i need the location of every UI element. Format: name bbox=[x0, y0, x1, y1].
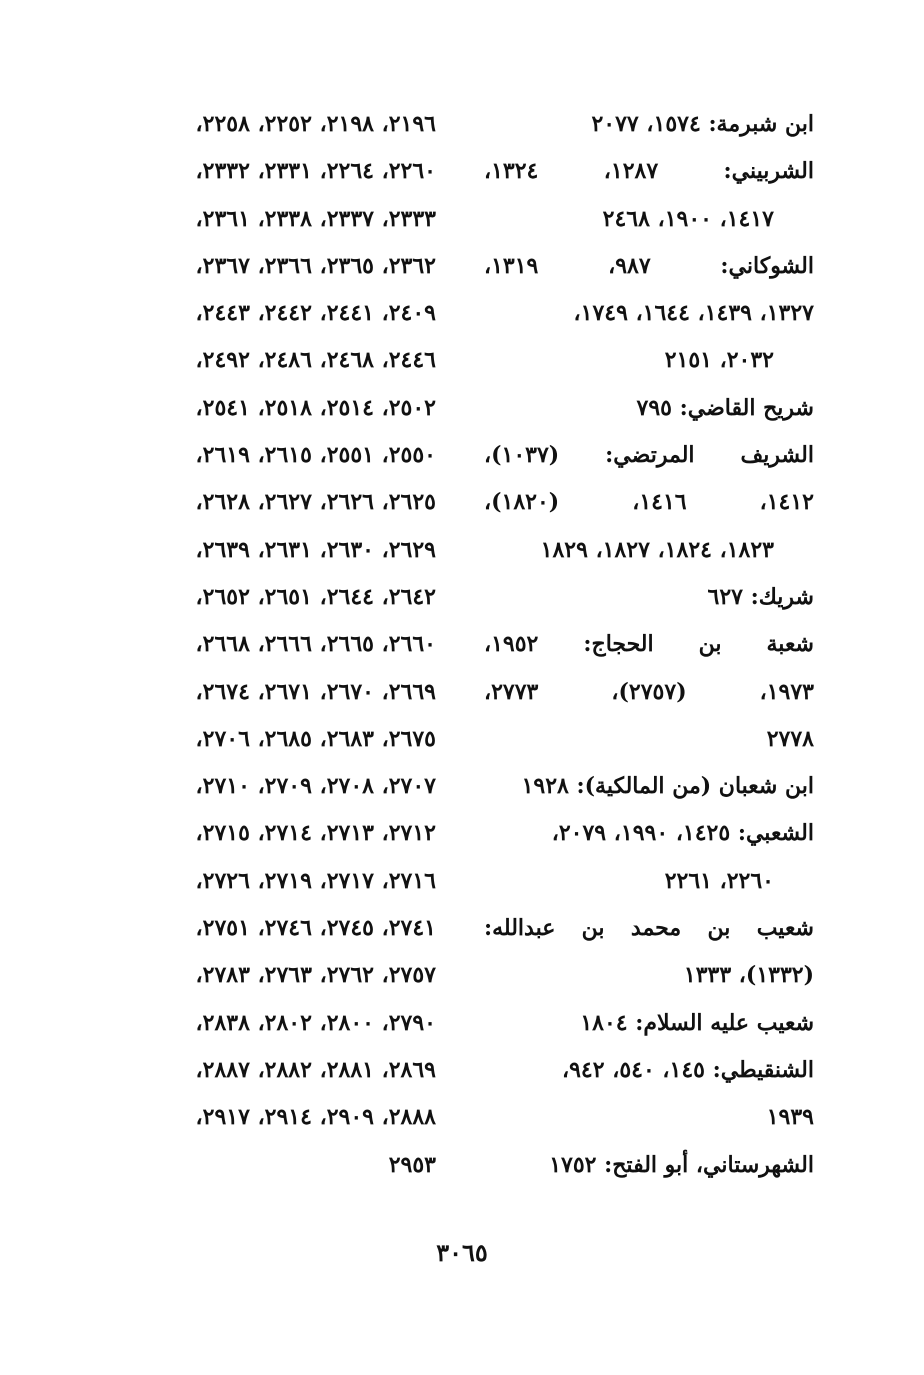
page-references-line: ٢٦٦٩، ٢٦٧٠، ٢٦٧١، ٢٦٧٤، bbox=[195, 678, 436, 705]
index-entry: ابن شعبان (من المالكية): ١٩٢٨ bbox=[521, 773, 814, 800]
page-number: ٣٠٦٥ bbox=[436, 1238, 488, 1267]
page-references-line: ٢٦٧٥، ٢٦٨٣، ٢٦٨٥، ٢٧٠٦، bbox=[195, 725, 436, 752]
page-references-line: ٢٤٤٦، ٢٤٦٨، ٢٤٨٦، ٢٤٩٢، bbox=[195, 347, 436, 374]
index-entry: شريح القاضي: ٧٩٥ bbox=[636, 394, 814, 421]
index-entry: الشهرستاني، أبو الفتح: ١٧٥٢ bbox=[549, 1151, 814, 1178]
index-entry-continuation: ٢٠٣٢، ٢١٥١ bbox=[664, 347, 774, 374]
page-references-line: ٢٥٥٠، ٢٥٥١، ٢٦١٥، ٢٦١٩، bbox=[195, 442, 436, 469]
index-entry: شعيب بن محمد بن عبدالله: bbox=[484, 915, 814, 942]
index-column-right bbox=[484, 101, 814, 1189]
page-references-line: ٢٢٦٠، ٢٢٦٤، ٢٣٣١، ٢٣٣٢، bbox=[195, 158, 436, 185]
index-entry-continuation: ٢٢٦٠، ٢٢٦١ bbox=[664, 867, 774, 894]
page-references-line: ٢٨٨٨، ٢٩٠٩، ٢٩١٤، ٢٩١٧، bbox=[195, 1104, 436, 1131]
index-entry: شعبة بن الحجاج: ١٩٥٢، bbox=[484, 631, 814, 658]
index-column-left bbox=[96, 101, 436, 1189]
index-entry: شعيب عليه السلام: ١٨٠٤ bbox=[580, 1009, 814, 1036]
index-entry: الشنقيطي: ١٤٥، ٥٤٠، ٩٤٢، bbox=[561, 1056, 814, 1083]
index-entry: الشريف المرتضي: (١٠٣٧)، bbox=[484, 442, 814, 469]
page-references-line: ٢٥٠٢، ٢٥١٤، ٢٥١٨، ٢٥٤١، bbox=[195, 394, 436, 421]
index-entry-continuation: ٢٧٧٨ bbox=[766, 725, 814, 752]
index-entry-continuation: ١٩٣٩ bbox=[766, 1104, 814, 1131]
page-references-line: ٢٧٤١، ٢٧٤٥، ٢٧٤٦، ٢٧٥١، bbox=[195, 915, 436, 942]
page-references-line: ٢٨٦٩، ٢٨٨١، ٢٨٨٢، ٢٨٨٧، bbox=[195, 1056, 436, 1083]
page-references-line: ٢٤٠٩، ٢٤٤١، ٢٤٤٢، ٢٤٤٣، bbox=[195, 300, 436, 327]
page-references-line: ٢٦٢٥، ٢٦٢٦، ٢٦٢٧، ٢٦٢٨، bbox=[195, 489, 436, 516]
index-entry-continuation: ١٩٧٣، (٢٧٥٧)، ٢٧٧٣، bbox=[484, 678, 814, 705]
page-references-line: ٢٦٤٢، ٢٦٤٤، ٢٦٥١، ٢٦٥٢، bbox=[195, 583, 436, 610]
index-entry: الشربيني: ١٢٨٧، ١٣٢٤، bbox=[484, 158, 814, 185]
index-entry-continuation: ١٤١٧، ١٩٠٠، ٢٤٦٨ bbox=[602, 205, 774, 232]
index-entry-continuation: ١٤١٢، ١٤١٦، (١٨٢٠)، bbox=[484, 489, 814, 516]
index-entry: الشوكاني: ٩٨٧، ١٣١٩، bbox=[484, 252, 814, 279]
page-references-line: ٢٣٦٢، ٢٣٦٥، ٢٣٦٦، ٢٣٦٧، bbox=[195, 252, 436, 279]
page-references-line: ٢٧١٢، ٢٧١٣، ٢٧١٤، ٢٧١٥، bbox=[195, 820, 436, 847]
page-references-line: ٢١٩٦، ٢١٩٨، ٢٢٥٢، ٢٢٥٨، bbox=[195, 111, 436, 137]
index-entry-continuation: (١٣٣٢)، ١٣٣٣ bbox=[683, 962, 814, 989]
index-entry: شريك: ٦٢٧ bbox=[707, 583, 814, 610]
page-references-line: ٢٣٣٣، ٢٣٣٧، ٢٣٣٨، ٢٣٦١، bbox=[195, 205, 436, 232]
page-references-line: ٢٧٩٠، ٢٨٠٠، ٢٨٠٢، ٢٨٣٨، bbox=[195, 1009, 436, 1036]
page-references-line: ٢٦٦٠، ٢٦٦٥، ٢٦٦٦، ٢٦٦٨، bbox=[195, 631, 436, 658]
page-references-line: ٢٩٥٣ bbox=[388, 1151, 436, 1178]
index-entry-continuation: ١٣٢٧، ١٤٣٩، ١٦٤٤، ١٧٤٩، bbox=[573, 300, 814, 327]
page-references-line: ٢٦٢٩، ٢٦٣٠، ٢٦٣١، ٢٦٣٩، bbox=[195, 536, 436, 563]
index-entry: الشعبي: ١٤٢٥، ١٩٩٠، ٢٠٧٩، bbox=[551, 820, 814, 847]
index-entry-continuation: ١٨٢٣، ١٨٢٤، ١٨٢٧، ١٨٢٩ bbox=[540, 536, 774, 563]
index-entry: ابن شبرمة: ١٥٧٤، ٢٠٧٧ bbox=[591, 111, 814, 137]
page-references-line: ٢٧١٦، ٢٧١٧، ٢٧١٩، ٢٧٢٦، bbox=[195, 867, 436, 894]
page-references-line: ٢٧٠٧، ٢٧٠٨، ٢٧٠٩، ٢٧١٠، bbox=[195, 773, 436, 800]
page-references-line: ٢٧٥٧، ٢٧٦٢، ٢٧٦٣، ٢٧٨٣، bbox=[195, 962, 436, 989]
